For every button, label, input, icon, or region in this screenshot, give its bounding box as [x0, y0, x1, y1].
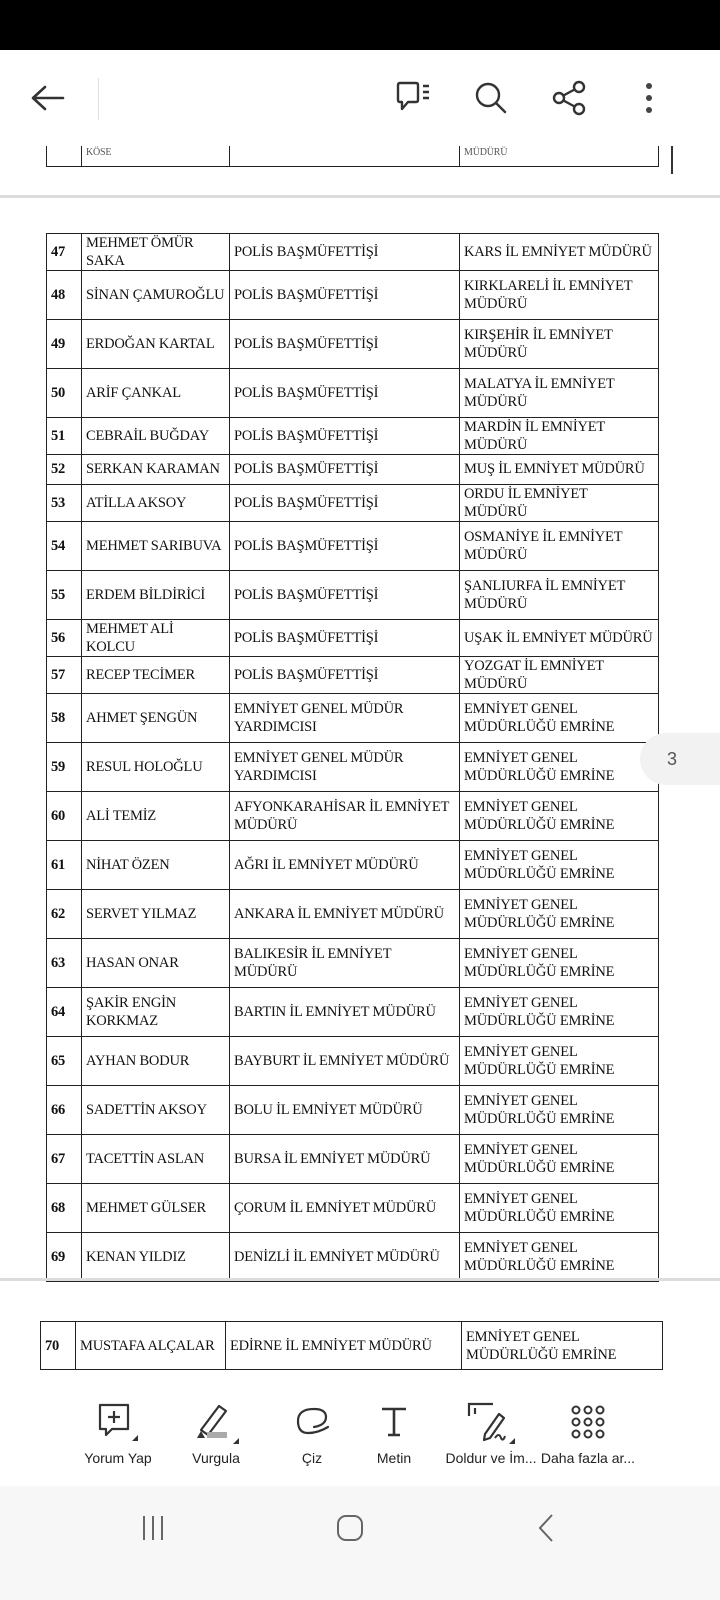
cell-new: EMNİYET GENEL MÜDÜRLÜĞÜ EMRİNE: [460, 938, 659, 987]
cell-no: 58: [47, 693, 82, 742]
cell-no: 47: [47, 234, 82, 271]
cell-current: POLİS BAŞMÜFETTİŞİ: [230, 418, 460, 455]
tool-label: Yorum Yap: [84, 1450, 152, 1466]
cell-current: POLİS BAŞMÜFETTİŞİ: [230, 521, 460, 570]
cell-new: ŞANLIURFA İL EMNİYET MÜDÜRÜ: [460, 570, 659, 619]
back-arrow-icon: [31, 84, 65, 112]
cell-new: EMNİYET GENEL MÜDÜRLÜĞÜ EMRİNE: [460, 1036, 659, 1085]
cell-name: TACETTİN ASLAN: [82, 1134, 230, 1183]
cell-new: KARS İL EMNİYET MÜDÜRÜ: [460, 234, 659, 271]
search-icon: [473, 80, 509, 116]
cell-current: [230, 146, 460, 167]
annotation-toolbar: [0, 1386, 720, 1486]
cell-current: BURSA İL EMNİYET MÜDÜRÜ: [230, 1134, 460, 1183]
cell-no: 51: [47, 418, 82, 455]
cell-name: SİNAN ÇAMUROĞLU: [82, 271, 230, 320]
cell-name: ŞAKİR ENGİN KORKMAZ: [82, 987, 230, 1036]
cell-no: 53: [47, 484, 82, 521]
cell-new: YOZGAT İL EMNİYET MÜDÜRÜ: [460, 656, 659, 693]
system-nav-bar: [0, 1486, 720, 1600]
cell-no: 65: [47, 1036, 82, 1085]
home-button[interactable]: [310, 1504, 390, 1552]
document-viewport[interactable]: [0, 146, 720, 1386]
cell-no: 69: [47, 1232, 82, 1281]
cell-new: EMNİYET GENEL MÜDÜRLÜĞÜ EMRİNE: [460, 840, 659, 889]
table-row: [47, 146, 659, 167]
table-row: [47, 1085, 659, 1134]
cell-no: 64: [47, 987, 82, 1036]
tool-label: Çiz: [301, 1450, 323, 1466]
appointments-table: [46, 233, 659, 1282]
cell-name: MEHMET GÜLSER: [82, 1183, 230, 1232]
previous-page-table-fragment: [46, 146, 659, 167]
search-button[interactable]: [469, 76, 513, 120]
system-back-button[interactable]: [506, 1504, 586, 1552]
cell-current: EMNİYET GENEL MÜDÜR YARDIMCISI: [230, 742, 460, 791]
cell-no: 61: [47, 840, 82, 889]
back-button[interactable]: [26, 76, 70, 120]
table-row: [47, 1232, 659, 1281]
draw-icon: [292, 1405, 332, 1439]
table-row: [47, 1134, 659, 1183]
cell-no: 63: [47, 938, 82, 987]
app-bar: [0, 50, 720, 146]
table-row: [47, 418, 659, 455]
cell-new: EMNİYET GENEL MÜDÜRLÜĞÜ EMRİNE: [460, 1183, 659, 1232]
next-page-table: [40, 1321, 663, 1370]
table-row: [47, 521, 659, 570]
cell-current: AFYONKARAHİSAR İL EMNİYET MÜDÜRÜ: [230, 791, 460, 840]
table-row: [47, 619, 659, 656]
cell-no: 67: [47, 1134, 82, 1183]
cell-no: 70: [41, 1322, 76, 1370]
table-row: [47, 1036, 659, 1085]
cell-new: EMNİYET GENEL MÜDÜRLÜĞÜ EMRİNE: [460, 1085, 659, 1134]
fill-sign-icon: [465, 1400, 517, 1444]
table-row: [47, 570, 659, 619]
cell-current: POLİS BAŞMÜFETTİŞİ: [230, 455, 460, 485]
cell-new: UŞAK İL EMNİYET MÜDÜRÜ: [460, 619, 659, 656]
cell-name: ATİLLA AKSOY: [82, 484, 230, 521]
table-row: [47, 938, 659, 987]
cell-no: 59: [47, 742, 82, 791]
cell-current: POLİS BAŞMÜFETTİŞİ: [230, 271, 460, 320]
cell-no: 57: [47, 656, 82, 693]
cell-name: RECEP TECİMER: [82, 656, 230, 693]
page-separator: [0, 195, 720, 198]
table-row: [47, 1183, 659, 1232]
table-row: [47, 271, 659, 320]
table-row: [47, 889, 659, 938]
cell-no: 68: [47, 1183, 82, 1232]
text-icon: [379, 1405, 409, 1439]
table-row: [47, 791, 659, 840]
cell-new: KIRŞEHİR İL EMNİYET MÜDÜRÜ: [460, 320, 659, 369]
cell-name: ERDEM BİLDİRİCİ: [82, 570, 230, 619]
tool-label: Vurgula: [192, 1450, 240, 1466]
cell-new: EMNİYET GENEL MÜDÜRLÜĞÜ EMRİNE: [460, 791, 659, 840]
cell-name: HASAN ONAR: [82, 938, 230, 987]
add-comment-icon: [96, 1401, 140, 1443]
cell-name: KÖSE: [82, 146, 230, 167]
cell-name: MEHMET ALİ KOLCU: [82, 619, 230, 656]
cell-current: POLİS BAŞMÜFETTİŞİ: [230, 484, 460, 521]
cell-current: POLİS BAŞMÜFETTİŞİ: [230, 619, 460, 656]
cell-new: EMNİYET GENEL MÜDÜRLÜĞÜ EMRİNE: [460, 742, 659, 791]
table-row: [47, 369, 659, 418]
cell-name: SERVET YILMAZ: [82, 889, 230, 938]
page-separator: [0, 1278, 720, 1281]
cell-new: MÜDÜRÜ: [460, 146, 659, 167]
share-icon: [551, 79, 589, 117]
cell-no: 62: [47, 889, 82, 938]
cell-current: BALIKESİR İL EMNİYET MÜDÜRÜ: [230, 938, 460, 987]
cell-current: DENİZLİ İL EMNİYET MÜDÜRÜ: [230, 1232, 460, 1281]
home-icon: [335, 1513, 365, 1543]
cell-new: ORDU İL EMNİYET MÜDÜRÜ: [460, 484, 659, 521]
page-edge-mark: [671, 146, 673, 174]
cell-no: 66: [47, 1085, 82, 1134]
page-number-indicator[interactable]: 3: [640, 733, 720, 785]
cell-new: EMNİYET GENEL MÜDÜRLÜĞÜ EMRİNE: [460, 1232, 659, 1281]
cell-name: SADETTİN AKSOY: [82, 1085, 230, 1134]
cell-new: OSMANİYE İL EMNİYET MÜDÜRÜ: [460, 521, 659, 570]
cell-no: 56: [47, 619, 82, 656]
cell-no: 49: [47, 320, 82, 369]
recent-apps-icon: [139, 1514, 167, 1542]
cell-no: 48: [47, 271, 82, 320]
cell-new: MALATYA İL EMNİYET MÜDÜRÜ: [460, 369, 659, 418]
cell-no: 60: [47, 791, 82, 840]
cell-no: [47, 146, 82, 167]
cell-current: BOLU İL EMNİYET MÜDÜRÜ: [230, 1085, 460, 1134]
cell-current: AĞRI İL EMNİYET MÜDÜRÜ: [230, 840, 460, 889]
cell-name: NİHAT ÖZEN: [82, 840, 230, 889]
cell-current: POLİS BAŞMÜFETTİŞİ: [230, 234, 460, 271]
comments-button[interactable]: [392, 76, 436, 120]
cell-name: CEBRAİL BUĞDAY: [82, 418, 230, 455]
highlighter-icon: [191, 1400, 241, 1444]
more-vertical-icon: [644, 81, 654, 115]
cell-name: ARİF ÇANKAL: [82, 369, 230, 418]
table-row: [47, 455, 659, 485]
cell-current: BARTIN İL EMNİYET MÜDÜRÜ: [230, 987, 460, 1036]
table-row: [47, 987, 659, 1036]
app-bar-divider: [98, 78, 99, 120]
cell-name: MUSTAFA ALÇALAR: [76, 1322, 226, 1370]
comments-list-icon: [394, 80, 434, 116]
cell-name: AYHAN BODUR: [82, 1036, 230, 1085]
cell-no: 54: [47, 521, 82, 570]
tool-more[interactable]: [528, 1386, 648, 1486]
cell-current: EDİRNE İL EMNİYET MÜDÜRÜ: [226, 1322, 462, 1370]
cell-current: POLİS BAŞMÜFETTİŞİ: [230, 320, 460, 369]
status-bar: [0, 0, 720, 50]
table-row: [41, 1322, 663, 1370]
table-row: [47, 840, 659, 889]
table-row: [47, 742, 659, 791]
cell-new: MARDİN İL EMNİYET MÜDÜRÜ: [460, 418, 659, 455]
cell-name: KENAN YILDIZ: [82, 1232, 230, 1281]
cell-current: POLİS BAŞMÜFETTİŞİ: [230, 570, 460, 619]
share-button[interactable]: [548, 76, 592, 120]
cell-current: POLİS BAŞMÜFETTİŞİ: [230, 369, 460, 418]
cell-new: MUŞ İL EMNİYET MÜDÜRÜ: [460, 455, 659, 485]
cell-current: POLİS BAŞMÜFETTİŞİ: [230, 656, 460, 693]
cell-current: EMNİYET GENEL MÜDÜR YARDIMCISI: [230, 693, 460, 742]
chevron-left-icon: [536, 1513, 556, 1543]
tool-label: Doldur ve İm...: [445, 1450, 537, 1466]
cell-name: RESUL HOLOĞLU: [82, 742, 230, 791]
cell-current: ÇORUM İL EMNİYET MÜDÜRÜ: [230, 1183, 460, 1232]
cell-name: MEHMET SARIBUVA: [82, 521, 230, 570]
table-row: [47, 693, 659, 742]
cell-new: EMNİYET GENEL MÜDÜRLÜĞÜ EMRİNE: [460, 1134, 659, 1183]
grid-more-icon: [570, 1404, 606, 1440]
more-options-button[interactable]: [627, 76, 671, 120]
cell-current: BAYBURT İL EMNİYET MÜDÜRÜ: [230, 1036, 460, 1085]
table-row: [47, 320, 659, 369]
cell-new: EMNİYET GENEL MÜDÜRLÜĞÜ EMRİNE: [460, 987, 659, 1036]
cell-name: SERKAN KARAMAN: [82, 455, 230, 485]
cell-name: MEHMET ÖMÜR SAKA: [82, 234, 230, 271]
table-row: [47, 656, 659, 693]
table-row: [47, 484, 659, 521]
cell-new: KIRKLARELİ İL EMNİYET MÜDÜRÜ: [460, 271, 659, 320]
cell-name: ERDOĞAN KARTAL: [82, 320, 230, 369]
cell-new: EMNİYET GENEL MÜDÜRLÜĞÜ EMRİNE: [460, 889, 659, 938]
cell-no: 55: [47, 570, 82, 619]
cell-name: AHMET ŞENGÜN: [82, 693, 230, 742]
cell-no: 50: [47, 369, 82, 418]
cell-name: ALİ TEMİZ: [82, 791, 230, 840]
cell-new: EMNİYET GENEL MÜDÜRLÜĞÜ EMRİNE: [462, 1322, 663, 1370]
recent-apps-button[interactable]: [113, 1504, 193, 1552]
cell-current: ANKARA İL EMNİYET MÜDÜRÜ: [230, 889, 460, 938]
table-row: [47, 234, 659, 271]
cell-new: EMNİYET GENEL MÜDÜRLÜĞÜ EMRİNE: [460, 693, 659, 742]
tool-label: Metin: [376, 1450, 412, 1466]
cell-no: 52: [47, 455, 82, 485]
tool-label: Daha fazla ar...: [540, 1450, 636, 1466]
